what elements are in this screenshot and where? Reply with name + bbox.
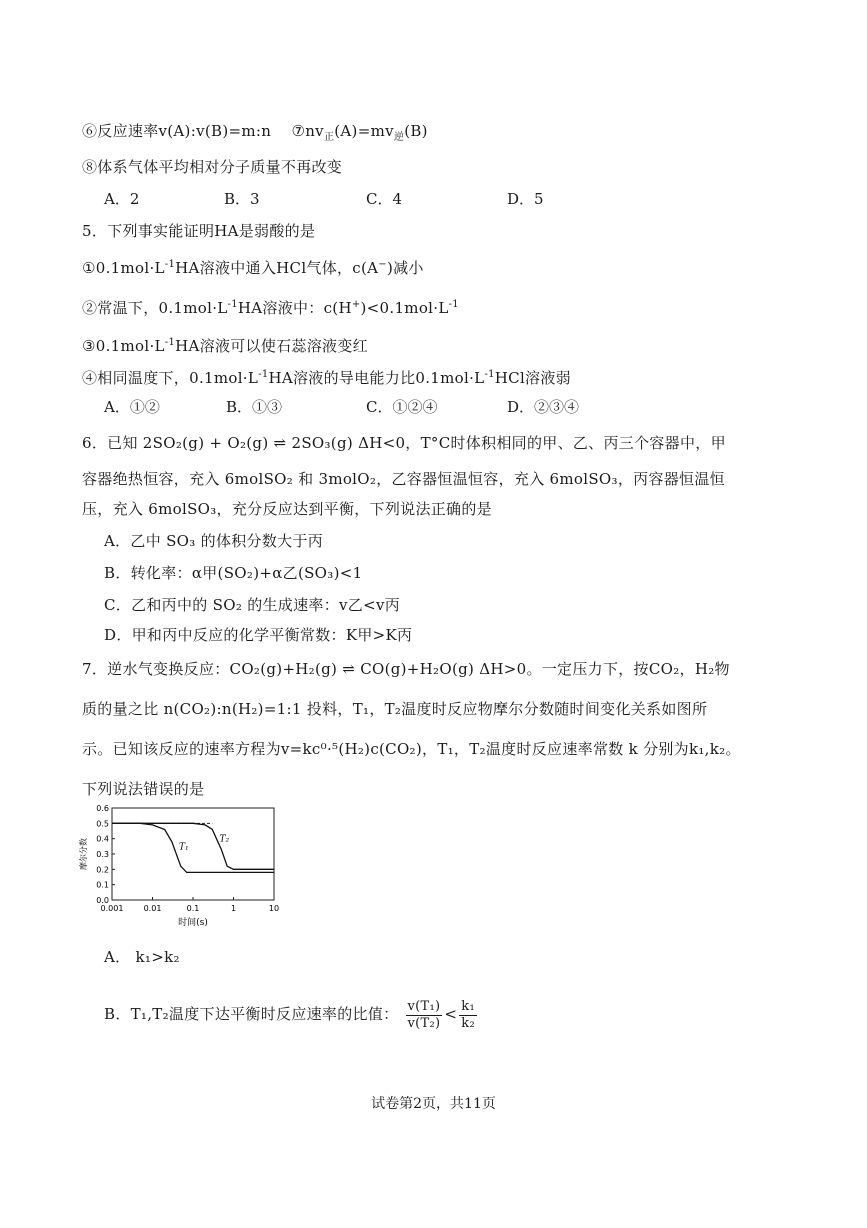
- question-7-line-4: 下列说法错误的是: [82, 780, 205, 798]
- sup: −: [378, 259, 387, 270]
- subscript-ni: 逆: [393, 132, 405, 143]
- statement-7-part1: ⑦nv: [291, 122, 324, 140]
- rate-ratio-fraction: [406, 999, 443, 1032]
- statement-8: ⑧体系气体平均相对分子质量不再改变: [82, 158, 343, 176]
- q5-fact-3: [82, 332, 368, 357]
- q4-option-d: D．5: [507, 190, 544, 208]
- q5-fact-1: [82, 254, 424, 279]
- q4-option-b: B．3: [224, 190, 260, 208]
- x-tick-label: 0.001: [100, 904, 124, 913]
- q6-option-b: B．转化率：α甲(SO₂)+α乙(SO₃)<1: [104, 564, 363, 582]
- q4-option-a: A．2: [104, 190, 140, 208]
- y-tick-label: 0.5: [96, 819, 109, 829]
- q7-option-b-text: B．T₁,T₂温度下达平衡时反应速率的比值：: [104, 1005, 399, 1023]
- q5-fact-1-c: )减小: [386, 259, 424, 277]
- q5-fact-4: [82, 364, 571, 389]
- q5-fact-2-a: ②常温下，0.1mol·L: [82, 299, 228, 317]
- sup: -1: [227, 299, 238, 310]
- q5-option-c: C．①②④: [366, 398, 438, 416]
- x-tick-label: 0.1: [186, 904, 200, 913]
- question-7-line-2: 质的量之比 n(CO₂):n(H₂)=1:1 投料，T₁，T₂温度时反应物摩尔分数随时间变化关系如图所: [82, 700, 708, 718]
- q5-fact-4-c: HCl溶液弱: [494, 369, 571, 387]
- sup: -1: [484, 369, 495, 380]
- q5-fact-2-b: HA溶液中：c(H: [237, 299, 352, 317]
- question-6-line-3: 压，充入 6molSO₃，充分反应达到平衡，下列说法正确的是: [82, 500, 492, 518]
- rate-ratio-denominator: v(T₂): [407, 1015, 441, 1031]
- y-tick-label: 0.3: [96, 850, 109, 859]
- statement-6: ⑥反应速率v(A):v(B)=m:n: [82, 122, 272, 140]
- q5-fact-2: [82, 294, 459, 319]
- y-axis-label: 摩尔分数: [79, 838, 88, 870]
- y-tick-label: 0.4: [96, 834, 109, 844]
- y-tick-label: 0.0: [96, 896, 109, 905]
- q5-option-d: D．②③④: [507, 398, 580, 416]
- question-6-line-2: 容器绝热恒容，充入 6molSO₂ 和 3molO₂，乙容器恒温恒容，充入 6molSO₃，丙容器恒温恒: [82, 470, 725, 488]
- plot-frame: [112, 808, 274, 900]
- sup: -1: [448, 299, 459, 310]
- q5-fact-4-a: ④相同温度下，0.1mol·L: [82, 369, 259, 387]
- subscript-zheng: 正: [323, 132, 335, 143]
- question-7-line-1: 7．逆水气变换反应：CO₂(g)+H₂(g) ⇌ CO(g)+H₂O(g) ΔH>0。一定压力下，按CO₂，H₂物: [82, 660, 730, 678]
- q7-option-a: A． k₁>k₂: [104, 948, 180, 966]
- page-footer: 试卷第2页，共11页: [371, 1096, 496, 1112]
- series-label-t2: T₂: [219, 834, 230, 845]
- sup: -1: [258, 369, 269, 380]
- q5-fact-3-b: HA溶液可以使石蕊溶液变红: [175, 337, 368, 355]
- q6-option-c: C．乙和丙中的 SO₂ 的生成速率：v乙<v丙: [104, 596, 401, 614]
- sup: -1: [164, 259, 176, 270]
- sup: -1: [164, 337, 176, 348]
- q5-fact-1-b: HA溶液中通入HCl气体，c(A: [175, 259, 379, 277]
- q5-fact-3-a: ③0.1mol·L: [82, 337, 165, 355]
- statement-6-7: [82, 120, 428, 149]
- series-label-t1: T₁: [178, 842, 189, 853]
- mole-fraction-chart: [78, 800, 288, 932]
- q7-option-b: [104, 994, 479, 1034]
- y-tick-label: 0.2: [96, 865, 109, 875]
- q5-fact-4-b: HA溶液的导电能力比0.1mol·L: [268, 369, 485, 387]
- k-ratio-fraction: [459, 999, 477, 1032]
- question-7-line-3: 示。已知该反应的速率方程为v=kc⁰·⁵(H₂)c(CO₂)，T₁，T₂温度时反应速率常数 k 分别为k₁,k₂。: [82, 740, 741, 758]
- question-6-line-1: 6．已知 2SO₂(g) + O₂(g) ⇌ 2SO₃(g) ΔH<0，T°C时体积相同的甲、乙、丙三个容器中，甲: [82, 434, 726, 452]
- k-ratio-numerator: k₁: [461, 998, 475, 1014]
- statement-7-part2: (A)=mv: [334, 122, 394, 140]
- x-tick-label: 10: [268, 904, 280, 913]
- y-tick-label: 0.6: [96, 804, 109, 813]
- x-tick-label: 1: [230, 904, 237, 913]
- q5-fact-2-c: )<0.1mol·L: [360, 299, 449, 317]
- question-5: 5．下列事实能证明HA是弱酸的是: [82, 222, 316, 240]
- y-tick-label: 0.1: [96, 880, 109, 890]
- x-axis-label: 时间(s): [178, 918, 208, 928]
- q5-option-a: A．①②: [104, 398, 160, 416]
- series-line-1: [112, 823, 274, 872]
- q6-option-a: A．乙中 SO₃ 的体积分数大于丙: [104, 532, 324, 550]
- k-ratio-denominator: k₂: [461, 1015, 475, 1031]
- less-than-sign: <: [444, 1005, 458, 1023]
- sup: +: [351, 299, 361, 310]
- x-tick-label: 0.01: [143, 904, 162, 913]
- statement-7-part3: (B): [404, 122, 428, 140]
- q5-option-b: B．①③: [226, 398, 283, 416]
- q6-option-d: D．甲和丙中反应的化学平衡常数：K甲>K丙: [104, 626, 413, 644]
- q5-fact-1-a: ①0.1mol·L: [82, 259, 165, 277]
- q4-option-c: C．4: [366, 190, 403, 208]
- rate-ratio-numerator: v(T₁): [407, 998, 441, 1014]
- series-line-2: [112, 823, 274, 869]
